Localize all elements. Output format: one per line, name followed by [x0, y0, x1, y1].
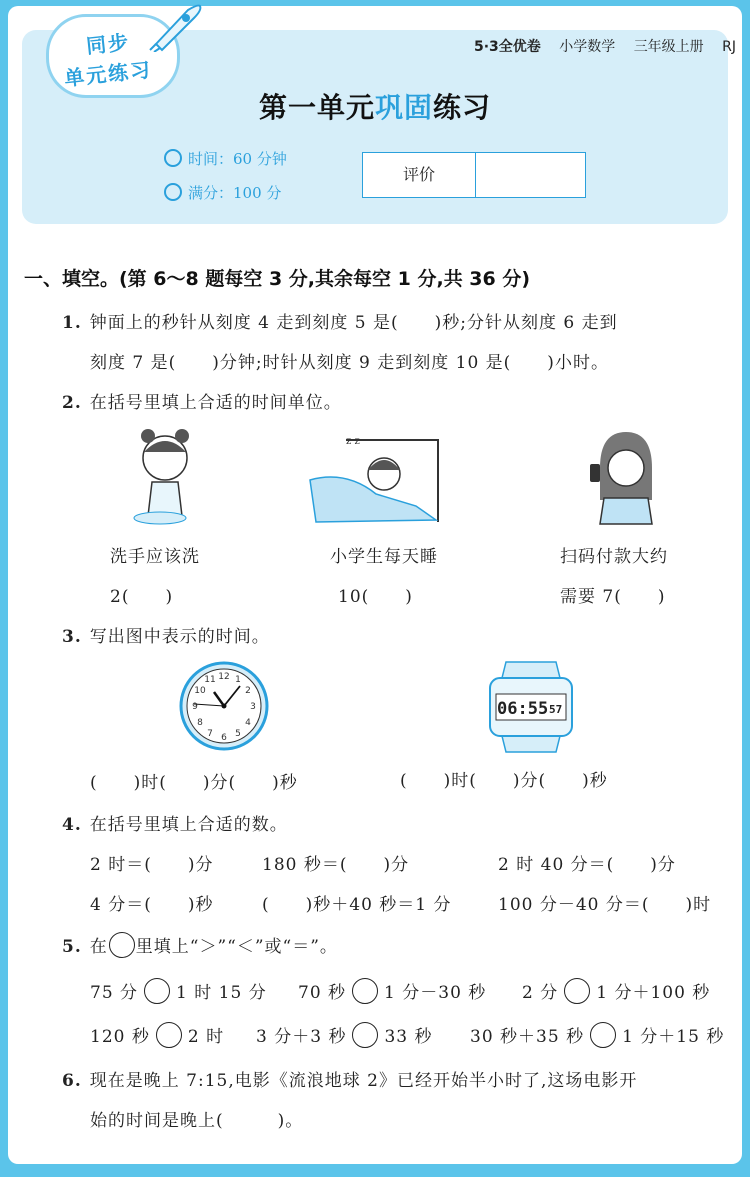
compare-circle[interactable] — [156, 1022, 182, 1048]
clock-icon — [164, 149, 182, 167]
q5-number: 5. — [62, 937, 82, 957]
q5-text-post: 里填上“＞”“＜”或“＝”。 — [135, 937, 338, 957]
compare-circle[interactable] — [564, 978, 590, 1004]
q5-text-pre: 在 — [89, 937, 108, 957]
q5-r2a-left: 120 秒 — [90, 1027, 150, 1047]
q3-answer2: ( )时( )分( )秒 — [400, 771, 608, 791]
section1-heading: 一、填空。(第 6～8 题每空 3 分,其余每空 1 分,共 36 分) — [24, 268, 531, 290]
rocket-icon — [148, 2, 204, 52]
svg-text:8: 8 — [197, 718, 203, 728]
q5-r1b-right: 1 分－30 秒 — [384, 983, 487, 1003]
compare-circle[interactable] — [352, 1022, 378, 1048]
page-title — [0, 86, 750, 126]
q2-blank2: 10( ) — [338, 587, 413, 607]
q5-line — [62, 932, 338, 958]
svg-text:z z: z z — [346, 436, 360, 447]
time-limit — [164, 148, 287, 169]
q2-blank1: 2( ) — [110, 587, 174, 607]
q5-r1a — [90, 978, 267, 1004]
svg-text:10: 10 — [194, 686, 206, 696]
q3-text: 写出图中表示的时间。 — [89, 627, 270, 647]
q1-text1: 钟面上的秒针从刻度 4 走到刻度 5 是( )秒;分针从刻度 6 走到 — [89, 313, 618, 333]
q5-r2c-right: 1 分＋15 秒 — [622, 1027, 725, 1047]
q4-item-c: 2 时 40 分＝( )分 — [498, 855, 676, 875]
svg-text:11: 11 — [204, 675, 216, 685]
q4-item-a: 2 时＝( )分 — [90, 855, 214, 875]
q4-item-e: ( )秒＋40 秒＝1 分 — [262, 895, 452, 915]
q2-caption2: 小学生每天睡 — [330, 547, 438, 567]
boy-sleeping-illustration — [306, 430, 446, 530]
svg-text:3: 3 — [250, 702, 256, 712]
full-score — [164, 182, 281, 203]
q5-r2b-right: 33 秒 — [384, 1027, 433, 1047]
title-part2: 练习 — [433, 91, 492, 124]
q5-r2c-left: 30 秒＋35 秒 — [470, 1027, 585, 1047]
q2-caption3: 扫码付款大约 — [560, 547, 668, 567]
badge-line2: 单元练习 — [63, 57, 154, 91]
q4-item-b: 180 秒＝( )分 — [262, 855, 410, 875]
compare-circle[interactable] — [352, 978, 378, 1004]
title-highlight: 巩固 — [374, 91, 433, 124]
q5-r2b-left: 3 分＋3 秒 — [256, 1027, 347, 1047]
q5-r2a — [90, 1022, 224, 1048]
q5-r2c — [470, 1022, 724, 1048]
svg-text:4: 4 — [245, 718, 251, 728]
q5-r2b — [256, 1022, 433, 1048]
q5-r2a-right: 2 时 — [187, 1027, 225, 1047]
book-name: 5·3全优卷 — [473, 39, 541, 55]
q1-line1 — [62, 308, 618, 333]
q3-line — [62, 622, 270, 647]
svg-text:9: 9 — [192, 702, 198, 712]
q5-r1b-left: 70 秒 — [298, 983, 347, 1003]
compare-circle — [109, 932, 135, 958]
q3-answer1: ( )时( )分( )秒 — [90, 773, 298, 793]
svg-text:5: 5 — [235, 729, 241, 739]
q6-number: 6. — [62, 1071, 82, 1091]
q1-number: 1. — [62, 313, 82, 333]
title-part1: 第一单元 — [258, 91, 375, 124]
q2-number: 2. — [62, 393, 82, 413]
q5-r1a-right: 1 时 15 分 — [176, 983, 267, 1003]
q5-r1b — [298, 978, 486, 1004]
svg-text:1: 1 — [235, 675, 241, 685]
compare-circle[interactable] — [144, 978, 170, 1004]
girl-paying-with-phone-illustration — [580, 428, 670, 528]
grade: 三年级上册 — [633, 39, 704, 55]
check-icon — [164, 183, 182, 201]
q4-text: 在括号里填上合适的数。 — [89, 815, 288, 835]
svg-text:2: 2 — [245, 686, 251, 696]
girl-washing-hands-illustration — [120, 424, 210, 528]
badge-line1: 同步 — [85, 29, 132, 59]
subject: 小学数学 — [559, 39, 616, 55]
book-info — [460, 36, 736, 56]
svg-text:6: 6 — [221, 733, 227, 743]
q6-line1 — [62, 1066, 637, 1091]
digital-time: 06:55 — [497, 699, 549, 719]
q1-line2: 刻度 7 是( )分钟;时针从刻度 9 走到刻度 10 是( )小时。 — [90, 353, 609, 373]
q3-number: 3. — [62, 627, 82, 647]
eval-label: 评价 — [363, 153, 476, 197]
score-text: 满分：100 分 — [188, 184, 282, 202]
svg-text:7: 7 — [207, 729, 213, 739]
q5-r1c-left: 2 分 — [522, 983, 559, 1003]
q6-line2: 始的时间是晚上( )。 — [90, 1111, 304, 1131]
q5-r1a-left: 75 分 — [90, 983, 139, 1003]
edition: RJ — [722, 39, 736, 55]
q4-line — [62, 810, 288, 835]
q5-r1c — [522, 978, 710, 1004]
q2-blank3: 需要 7( ) — [560, 587, 666, 607]
q6-text1: 现在是晚上 7:15,电影《流浪地球 2》已经开始半小时了,这场电影开 — [89, 1071, 638, 1091]
evaluation-box — [362, 152, 586, 198]
q5-r1c-right: 1 分＋100 秒 — [596, 983, 711, 1003]
q4-item-f: 100 分－40 分＝( )时 — [498, 895, 712, 915]
q2-caption1: 洗手应该洗 — [110, 547, 200, 567]
q4-item-d: 4 分＝( )秒 — [90, 895, 214, 915]
analog-clock-illustration — [178, 660, 270, 752]
q4-number: 4. — [62, 815, 82, 835]
digital-seconds: 57 — [549, 703, 563, 716]
q2-text: 在括号里填上合适的时间单位。 — [89, 393, 342, 413]
time-text: 时间：60 分钟 — [188, 150, 287, 168]
q2-line — [62, 388, 342, 413]
svg-text:12: 12 — [218, 672, 230, 682]
compare-circle[interactable] — [590, 1022, 616, 1048]
